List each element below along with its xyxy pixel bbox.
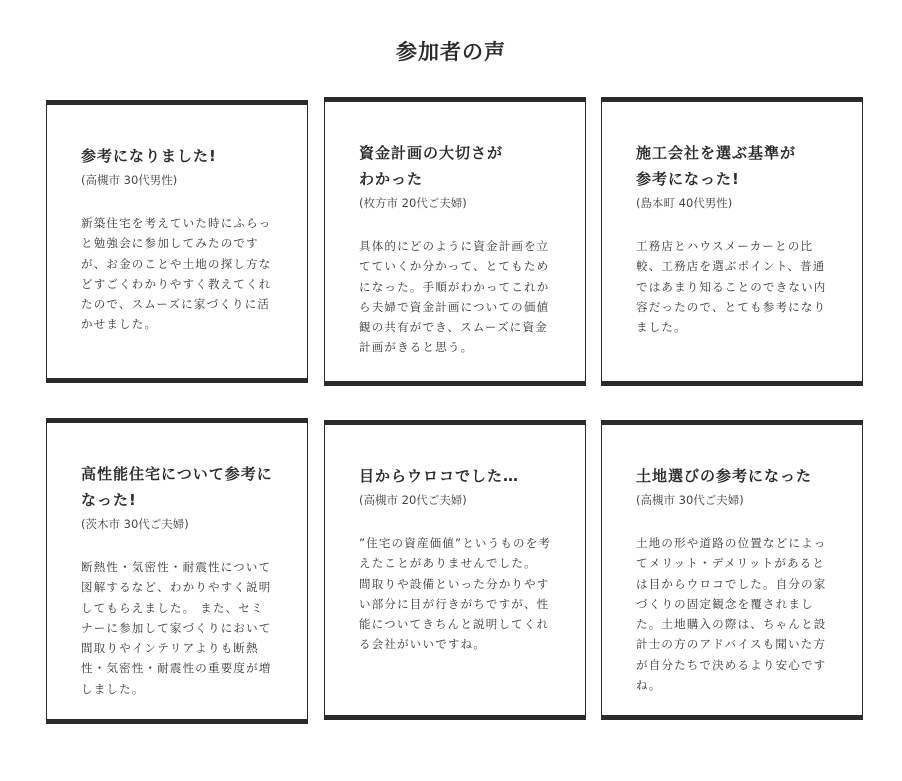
testimonial-card: [46, 100, 308, 383]
testimonial-text: 新築住宅を考えていた時にふらっと勉強会に参加してみたのですが、お金のことや土地の探し方などすごくわかりやすく教えてくれたので、スムーズに家づくりに活かせました。: [81, 216, 272, 332]
testimonial-card: [601, 97, 863, 386]
testimonial-text: 工務店とハウスメーカーとの比較、工務店を選ぶポイント、普通ではあまり知ることのできない内容だったので、とても参考になりました。: [636, 239, 827, 335]
testimonial-text: 土地の形や道路の位置などによってメリット・デメリットがあるとは目からウロコでした。自分の家づくりの固定観念を覆されました。土地購入の際は、ちゃんと設計士の方のアドバイスも聞いた方が自分たちで決めるより安心ですね。: [636, 536, 827, 693]
testimonial-card: [324, 97, 586, 386]
testimonial-author: (島本町 40代男性): [636, 196, 733, 210]
testimonial-title: 目からウロコでした…: [359, 467, 520, 485]
section-title: 参加者の声: [396, 40, 506, 64]
testimonial-title: 資金計画の大切さがわかった: [359, 144, 504, 188]
testimonial-title: 施工会社を選ぶ基準が参考になった!: [636, 144, 797, 188]
testimonial-card: [324, 420, 586, 720]
testimonial-card: [601, 420, 863, 720]
testimonial-text: ”住宅の資産価値”というものを考えたことがありませんでした。 間取りや設備といった分かりやすい部分に目が行きがちですが、性能についてきちんと説明してくれる会社がいいですね。: [359, 536, 552, 652]
testimonial-author: (高槻市 30代男性): [81, 173, 178, 187]
testimonial-card: [46, 418, 308, 724]
testimonial-author: (茨木市 30代ご夫婦): [81, 517, 189, 531]
testimonial-text: 断熱性・気密性・耐震性について図解するなど、わかりやすく説明してもらえました。 また、セミナーに参加して家づくりにおいて間取りやインテリアよりも断熱性・気密性・耐震性の重要度が増しました。: [81, 560, 272, 696]
testimonial-author: (枚方市 20代ご夫婦): [359, 196, 467, 210]
testimonial-title: 高性能住宅について参考になった!: [81, 465, 273, 509]
testimonial-author: (高槻市 30代ご夫婦): [636, 493, 744, 507]
testimonial-author: (高槻市 20代ご夫婦): [359, 493, 467, 507]
testimonial-title: 土地選びの参考になった: [636, 467, 813, 485]
testimonial-text: 具体的にどのように資金計画を立てていくか分かって、とてもためになった。手順がわかってこれから夫婦で資金計画についての価値観の共有ができ、スムーズに資金計画がきると思う。: [359, 239, 550, 355]
testimonial-title: 参考になりました!: [81, 147, 217, 165]
